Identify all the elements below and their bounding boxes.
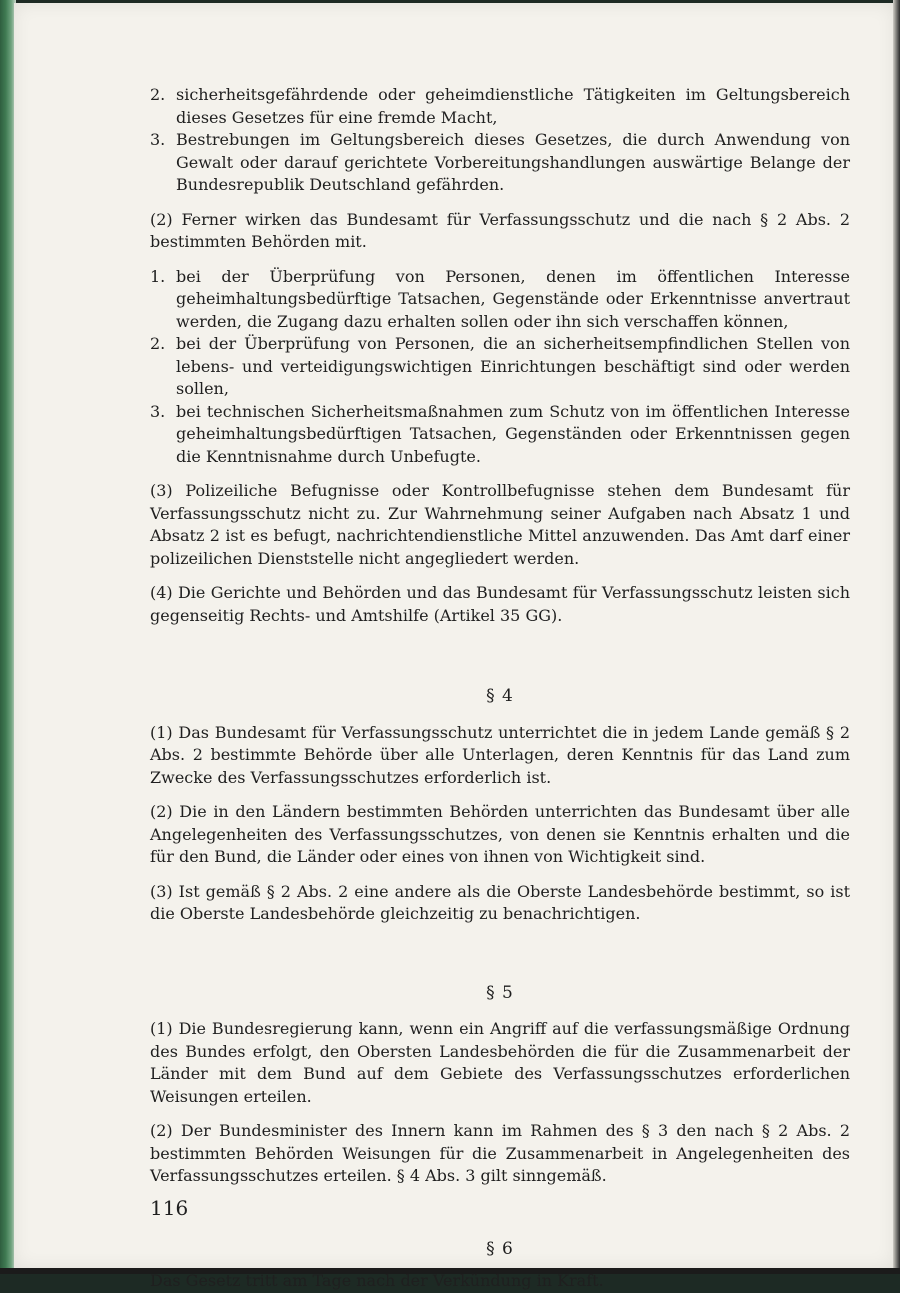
paragraph-5-2: (2) Der Bundesminister des Innern kann im Rahmen des § 3 den nach § 2 Abs. 2 bestimmten Behörden Weisungen für die Zusammenarbeit in Angelegenheiten des Verfassungsschutzes erteilen. § 4 Abs. 3 gilt sinngemäß. bbox=[150, 1120, 850, 1188]
list-item bbox=[150, 266, 850, 334]
list-item-number: 3. bbox=[150, 129, 165, 152]
list-item-number: 2. bbox=[150, 84, 165, 107]
document-body bbox=[150, 84, 850, 1293]
list-section-3-1 bbox=[150, 84, 850, 197]
list-item bbox=[150, 333, 850, 401]
page-number: 116 bbox=[150, 1196, 188, 1220]
list-item bbox=[150, 401, 850, 469]
list-item-text: bei technischen Sicherheitsmaßnahmen zum Schutz von im öffentlichen Interesse geheimhaltungsbedürftigen Tatsachen, Gegenständen oder Erkenntnissen gegen die Kenntnisnahme durch Unbefugte. bbox=[176, 402, 850, 466]
list-item-number: 3. bbox=[150, 401, 165, 424]
section-heading-5: § 5 bbox=[150, 982, 850, 1005]
list-item-text: Bestrebungen im Geltungsbereich dieses Gesetzes, die durch Anwendung von Gewalt oder darauf gerichtete Vorbereitungshandlungen auswärtige Belange der Bundesrepublik Deutschland gefährden. bbox=[176, 130, 850, 194]
section-heading-4: § 4 bbox=[150, 685, 850, 708]
paragraph-3-2: (2) Ferner wirken das Bundesamt für Verfassungsschutz und die nach § 2 Abs. 2 bestimmten Behörden mit. bbox=[150, 209, 850, 254]
paragraph-5-1: (1) Die Bundesregierung kann, wenn ein Angriff auf die verfassungsmäßige Ordnung des Bundes erfolgt, den Obersten Landesbehörden die für die Zusammenarbeit der Länder mit dem Bund auf dem Gebiete des Verfassungsschutzes erforderlichen Weisungen erteilen. bbox=[150, 1018, 850, 1108]
paragraph-4-1: (1) Das Bundesamt für Verfassungsschutz unterrichtet die in jedem Lande gemäß § 2 Abs. 2 bestimmte Behörde über alle Unterlagen, deren Kenntnis für das Land zum Zwecke des Verfassungsschutzes erforderlich ist. bbox=[150, 722, 850, 790]
list-section-3-2 bbox=[150, 266, 850, 469]
list-item bbox=[150, 84, 850, 129]
paragraph-3-3: (3) Polizeiliche Befugnisse oder Kontrollbefugnisse stehen dem Bundesamt für Verfassungsschutz nicht zu. Zur Wahrnehmung seiner Aufgaben nach Absatz 1 und Absatz 2 ist es befugt, nachrichtendienstliche Mittel anzuwenden. Das Amt darf einer polizeilichen Dienststelle nicht angegliedert werden. bbox=[150, 480, 850, 570]
list-item-text: bei der Überprüfung von Personen, die an sicherheitsempfindlichen Stellen von lebens- und verteidigungswichtigen Einrichtungen beschäftigt sind oder werden sollen, bbox=[176, 334, 850, 398]
list-item-text: sicherheitsgefährdende oder geheimdienstliche Tätigkeiten im Geltungsbereich dieses Gesetzes für eine fremde Macht, bbox=[176, 85, 850, 127]
list-item-number: 2. bbox=[150, 333, 165, 356]
paragraph-6: Das Gesetz tritt am Tage nach der Verkündung in Kraft. bbox=[150, 1270, 850, 1293]
list-item-text: bei der Überprüfung von Personen, denen im öffentlichen Interesse geheimhaltungsbedürftige Tatsachen, Gegenstände oder Erkenntnisse anvertraut werden, die Zugang dazu erhalten sollen oder ihn sich verschaffen können, bbox=[176, 267, 850, 331]
paragraph-4-2: (2) Die in den Ländern bestimmten Behörden unterrichten das Bundesamt über alle Angelegenheiten des Verfassungsschutzes, von denen sie Kenntnis erhalten und die für den Bund, die Länder oder eines von ihnen von Wichtigkeit sind. bbox=[150, 801, 850, 869]
list-item-number: 1. bbox=[150, 266, 165, 289]
list-item bbox=[150, 129, 850, 197]
paragraph-4-3: (3) Ist gemäß § 2 Abs. 2 eine andere als die Oberste Landesbehörde bestimmt, so ist die Oberste Landesbehörde gleichzeitig zu benachrichtigen. bbox=[150, 881, 850, 926]
paragraph-3-4: (4) Die Gerichte und Behörden und das Bundesamt für Verfassungsschutz leisten sich gegenseitig Rechts- und Amtshilfe (Artikel 35 GG). bbox=[150, 582, 850, 627]
section-heading-6: § 6 bbox=[150, 1238, 850, 1261]
page-edge-right bbox=[893, 0, 900, 1274]
